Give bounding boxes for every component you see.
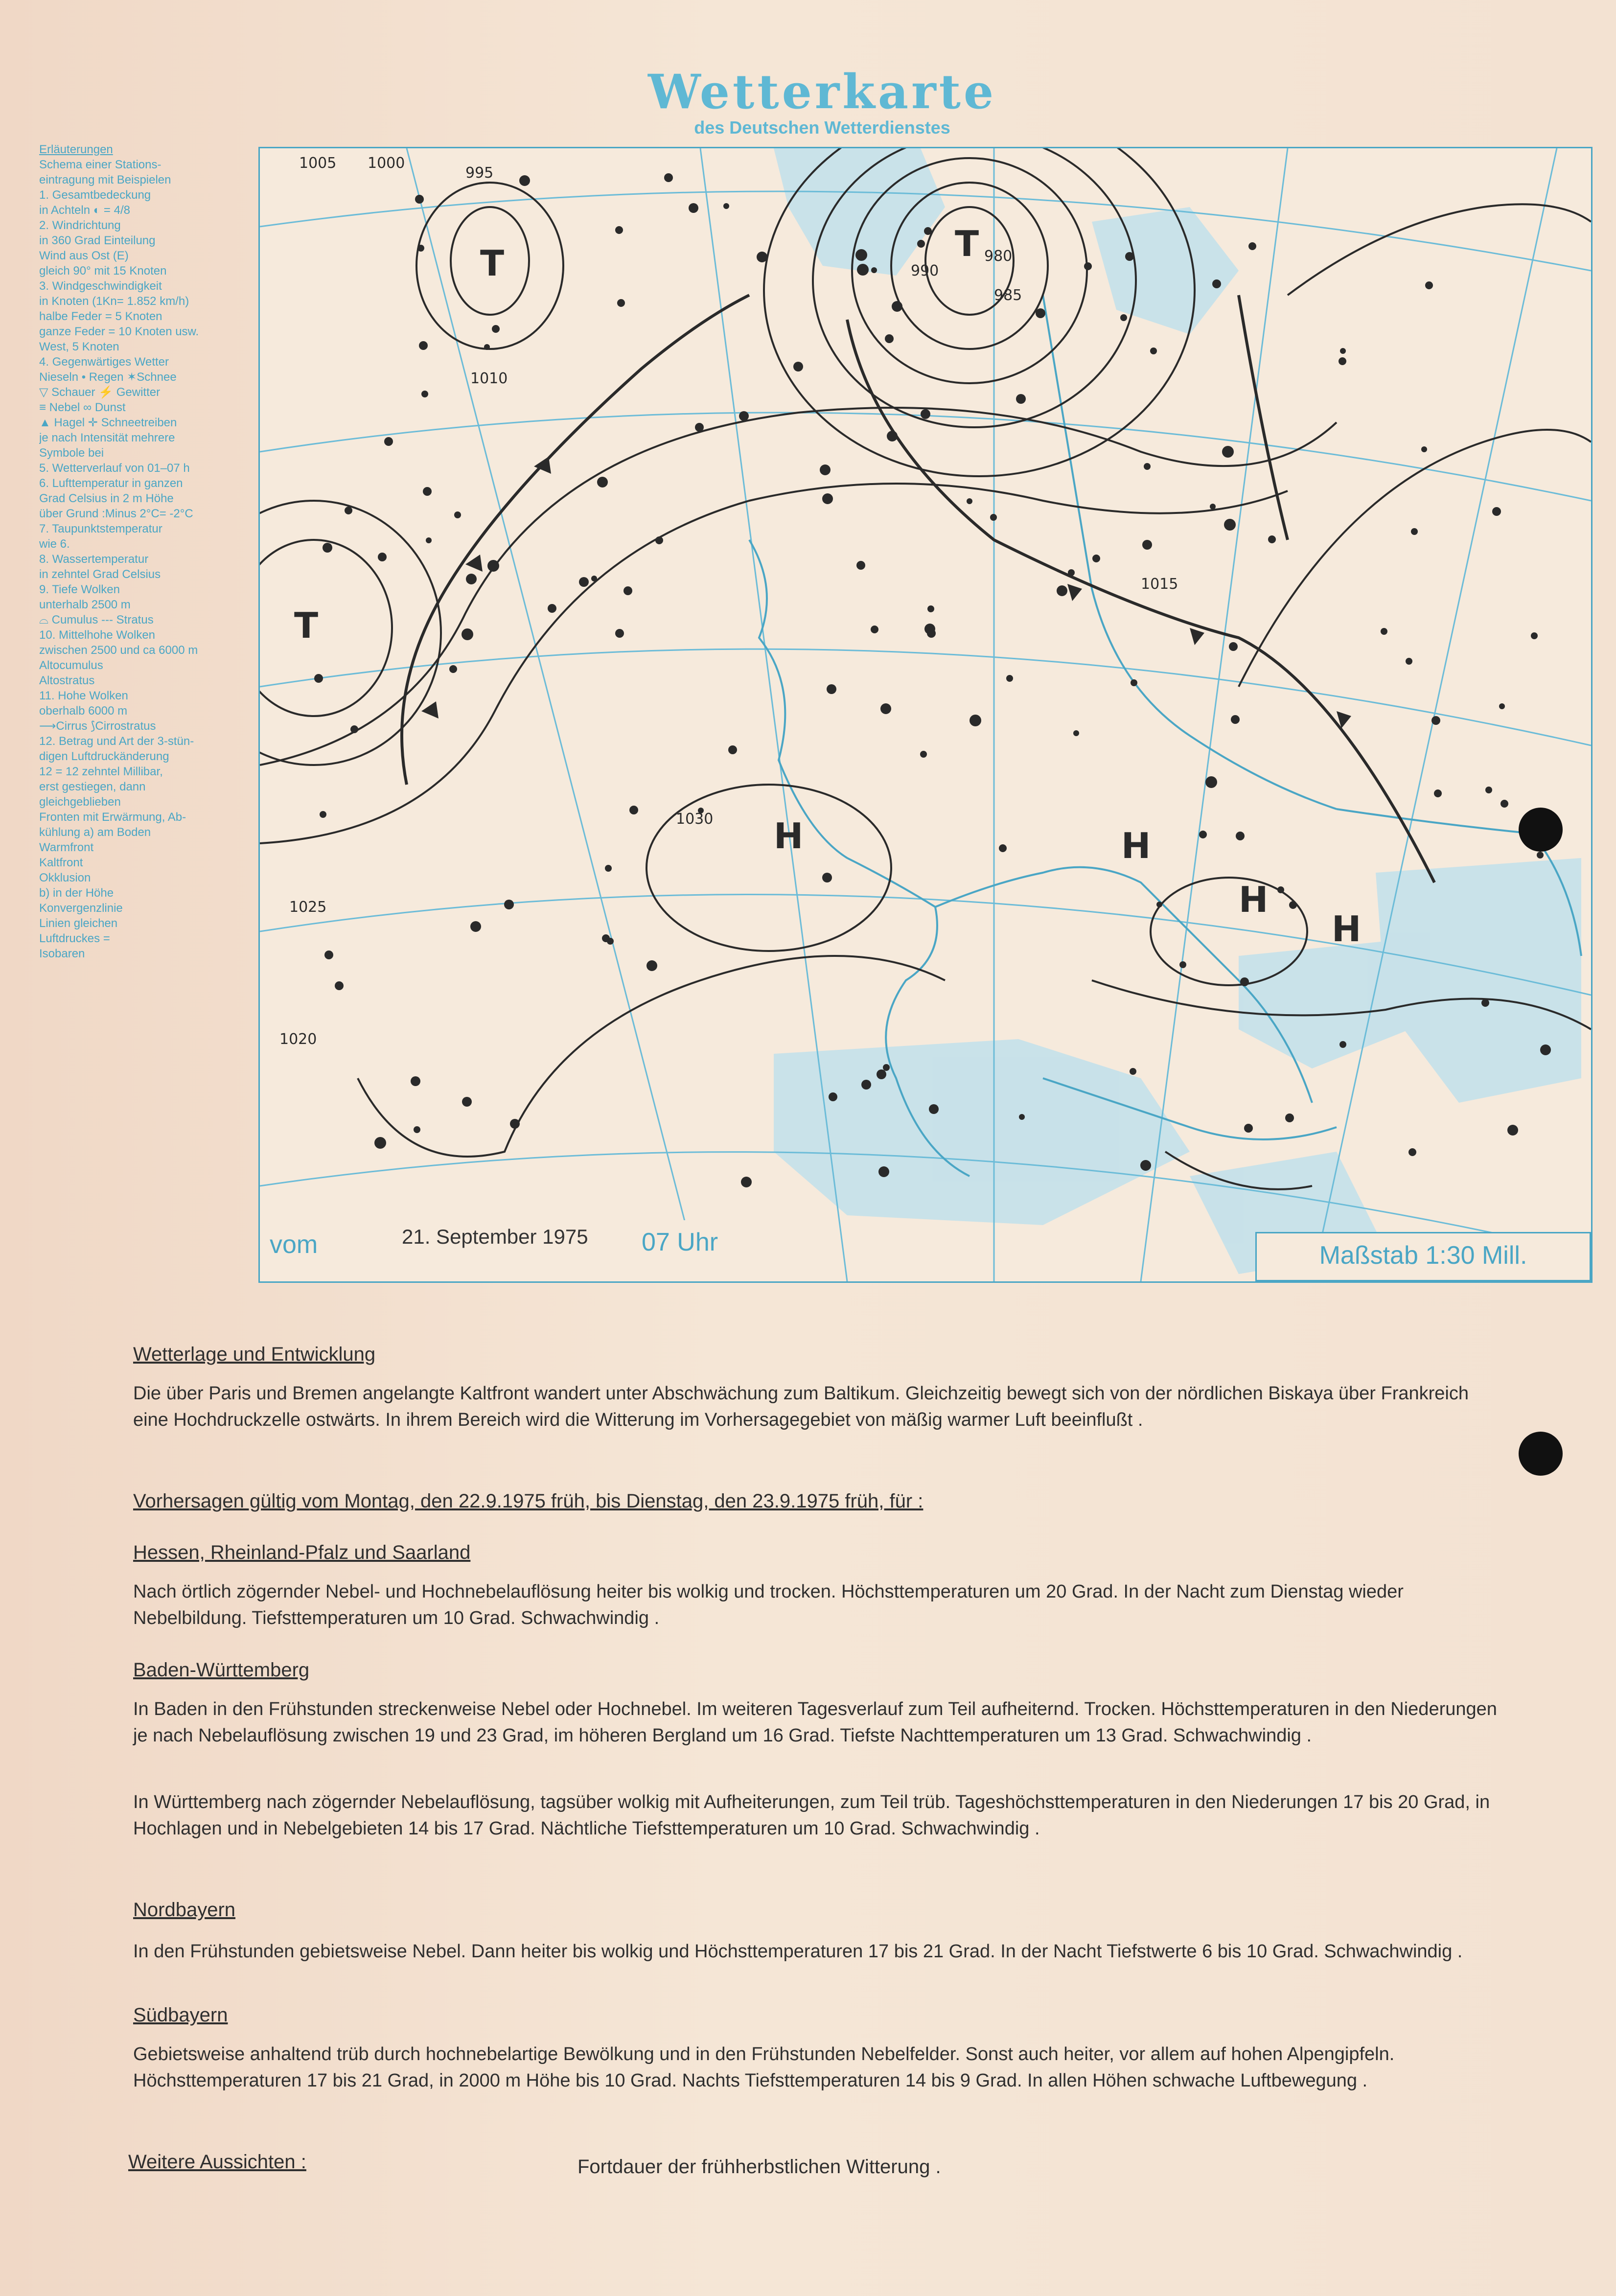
station-marker (1179, 961, 1186, 968)
station-marker (1507, 1125, 1518, 1136)
station-marker (857, 264, 869, 276)
station-marker (1411, 528, 1418, 535)
station-marker (384, 437, 393, 446)
section-weather-situation-text: Die über Paris und Bremen angelangte Kaltfront wandert unter Abschwächung zum Baltikum. Gleichzeitig bewegt sich von der nördlichen Biskaya über Frankreich eine Hochdruckzelle ostwärts. In ihrem Bereich wird die Witterung im Vorhersagegebiet von mäßig warmer Luft beeinflußt . (133, 1383, 1469, 1430)
region-baden-text: In Baden in den Frühstunden streckenweise Nebel oder Hochnebel. Im weiteren Tagesverlauf zum Teil aufheiternd. Trocken. Höchsttemperaturen in den Niederungen je nach Nebelauflösung zwischen 19 und 23 Grad, im höheren Bergland um 16 Grad. Tiefste Nachttemperaturen um 13 Grad. Schwachwindig . (133, 1699, 1497, 1746)
station-marker (504, 900, 514, 909)
station-marker (1340, 348, 1346, 354)
legend-line: je nach Intensität mehrere (39, 431, 175, 444)
region-baden-wuerttemberg-heading: Baden-Württemberg (133, 1659, 310, 1681)
station-marker (1199, 831, 1207, 838)
legend-line: Grad Celsius in 2 m Höhe (39, 492, 174, 505)
station-marker (655, 536, 663, 544)
station-marker (929, 1104, 939, 1114)
station-marker (871, 626, 878, 633)
station-marker (487, 560, 499, 572)
station-marker (822, 493, 833, 504)
station-marker (1289, 901, 1297, 909)
station-marker (877, 1069, 886, 1079)
station-marker (462, 1097, 472, 1107)
station-marker (728, 745, 737, 754)
station-marker (1501, 800, 1508, 808)
station-marker (1068, 569, 1075, 576)
legend-line: in zehntel Grad Celsius (39, 568, 161, 581)
legend-line: gleichgeblieben (39, 795, 121, 809)
map-title: Wetterkarte (647, 64, 997, 119)
station-marker (623, 586, 632, 595)
legend-line: 12 = 12 zehntel Millibar, (39, 765, 163, 778)
legend-line: Altocumulus (39, 659, 103, 672)
station-marker (999, 844, 1007, 852)
station-marker (1421, 446, 1427, 452)
legend-line: Warmfront (39, 841, 94, 854)
station-marker (519, 175, 530, 186)
station-marker (967, 498, 972, 504)
station-marker (1156, 902, 1162, 907)
outlook-text: Fortdauer der frühherbstlichen Witterung . (577, 2156, 941, 2178)
station-marker (883, 1064, 890, 1071)
station-marker (1540, 1044, 1551, 1055)
region-nordbayern-heading: Nordbayern (133, 1899, 236, 1921)
station-marker (1212, 279, 1221, 288)
legend-line: Wind aus Ost (E) (39, 249, 129, 262)
station-marker (324, 951, 333, 959)
legend-line: 4. Gegenwärtiges Wetter (39, 355, 169, 369)
legend-panel (39, 142, 254, 961)
legend-line: ⟶Cirrus ⟆Cirrostratus (39, 719, 156, 733)
front-symbols (421, 457, 1351, 728)
station-marker (548, 604, 556, 613)
station-marker (1339, 1041, 1346, 1048)
station-marker (419, 341, 428, 350)
station-marker (1268, 535, 1276, 543)
legend-line: 8. Wassertemperatur (39, 553, 149, 566)
low-pressure-center: T (955, 223, 979, 264)
legend-line: Fronten mit Erwärmung, Ab- (39, 811, 186, 824)
station-marker (927, 629, 936, 638)
station-marker (411, 1076, 420, 1086)
station-marker (1006, 675, 1013, 682)
legend-line: kühlung a) am Boden (39, 826, 151, 839)
station-marker (1339, 357, 1346, 365)
station-marker (414, 1126, 420, 1133)
legend-line: Okklusion (39, 871, 91, 884)
isobar-label: 1010 (470, 370, 508, 387)
map-scale: Maßstab 1:30 Mill. (1255, 1232, 1591, 1281)
station-marker (1408, 1148, 1416, 1156)
legend-line: Isobaren (39, 947, 85, 960)
isobar-label: 1015 (1141, 576, 1178, 593)
station-marker (492, 325, 500, 333)
legend-line: ▲ Hagel ✛ Schneetreiben (39, 416, 177, 429)
station-marker (695, 423, 704, 432)
station-marker (1277, 886, 1284, 893)
legend-line: 3. Windgeschwindigkeit (39, 279, 162, 293)
station-marker (887, 431, 898, 441)
station-marker (646, 960, 657, 971)
station-marker (820, 464, 831, 475)
legend-line: 12. Betrag und Art der 3-stün- (39, 735, 194, 748)
high-pressure-center: H (774, 815, 804, 857)
legend-line: 10. Mittelhohe Wolken (39, 628, 156, 642)
station-marker (314, 674, 323, 683)
station-marker (597, 477, 608, 487)
station-marker (664, 173, 673, 182)
station-marker (892, 301, 902, 312)
station-marker (1125, 252, 1134, 261)
isobar-label: 1020 (279, 1031, 317, 1048)
legend-line: über Grund :Minus 2°C= -2°C (39, 507, 193, 520)
station-marker (723, 203, 729, 209)
station-marker (1142, 540, 1152, 550)
station-marker (415, 195, 424, 204)
isobar-label: 985 (994, 287, 1022, 304)
legend-line: in Achteln ◐ = 4/8 (39, 204, 130, 217)
legend-line: in 360 Grad Einteilung (39, 234, 156, 247)
station-marker (1120, 314, 1127, 321)
region-nordbayern-text: In den Frühstunden gebietsweise Nebel. Dann heiter bis wolkig und Höchsttemperaturen 17 bis 21 Grad. In der Nacht Tiefstwerte 6 bis 10 Grad. Schwachwindig . (133, 1941, 1463, 1962)
legend-line: 11. Hohe Wolken (39, 689, 128, 702)
station-marker (421, 391, 428, 397)
station-marker (921, 409, 930, 419)
low-pressure-center: T (294, 605, 319, 646)
legend-line: wie 6. (39, 537, 70, 551)
legend-line: zwischen 2500 und ca 6000 m (39, 644, 198, 657)
legend-line: erst gestiegen, dann (39, 780, 146, 793)
isobar-label: 980 (984, 248, 1013, 265)
station-marker (454, 511, 461, 518)
legend-line: 5. Wetterverlauf von 01–07 h (39, 462, 190, 475)
legend-line: Linien gleichen (39, 917, 118, 930)
station-marker (1229, 642, 1238, 651)
station-marker (741, 1177, 752, 1187)
section-weather-situation-heading: Wetterlage und Entwicklung (133, 1344, 376, 1365)
station-marker (1431, 716, 1440, 725)
legend-line: Nieseln • Regen ✶Schnee (39, 371, 177, 384)
punch-hole-bottom (1519, 1432, 1563, 1476)
station-marker (1492, 507, 1501, 516)
high-pressure-center: H (1121, 825, 1151, 866)
isobar-label: 1030 (676, 811, 714, 828)
legend-line: Konvergenzlinie (39, 902, 123, 915)
station-marker (1205, 776, 1217, 788)
station-marker (417, 245, 424, 252)
legend-line: 6. Lufttemperatur in ganzen (39, 477, 183, 490)
legend-line: unterhalb 2500 m (39, 598, 131, 611)
station-marker (861, 1080, 871, 1090)
legend-line: West, 5 Knoten (39, 340, 119, 353)
station-marker (1285, 1113, 1294, 1122)
region-wuerttemberg-text: In Württemberg nach zögernder Nebelauflösung, tagsüber wolkig mit Aufheiterungen, zum Teil trüb. Tageshöchsttemperaturen in den Niederungen 17 bis 20 Grad, in Hochlagen und in Nebelgebieten 14 bis 17 Grad. Nächtliche Tiefsttemperaturen um 10 Grad. Schwachwindig . (133, 1792, 1490, 1839)
station-marker (1236, 832, 1245, 840)
station-marker (856, 561, 865, 570)
weather-map (258, 147, 1593, 1283)
station-marker (1036, 308, 1045, 318)
station-marker (1222, 446, 1234, 458)
station-marker (871, 267, 877, 273)
station-marker (927, 605, 934, 612)
station-marker (970, 715, 981, 726)
legend-line: Altostratus (39, 674, 95, 687)
station-marker (378, 553, 387, 561)
station-marker (323, 543, 332, 553)
station-marker (350, 725, 358, 733)
forecast-validity-heading: Vorhersagen gültig vom Montag, den 22.9.1975 früh, bis Dienstag, den 23.9.1975 früh, für : (133, 1490, 923, 1512)
region-hessen-heading: Hessen, Rheinland-Pfalz und Saarland (133, 1542, 471, 1563)
station-marker (1073, 730, 1079, 736)
region-hessen-text: Nach örtlich zögernder Nebel- und Hochnebelauflösung heiter bis wolkig und trocken. Höchsttemperaturen um 20 Grad. In der Nacht zum Dienstag wieder Nebelbildung. Tiefsttemperaturen um 10 Grad. Schwachwindig . (133, 1581, 1404, 1628)
station-marker (1425, 281, 1433, 289)
station-marker (885, 334, 894, 343)
legend-line: Schema einer Stations- (39, 158, 162, 171)
station-marker (689, 203, 698, 213)
station-marker (1084, 262, 1092, 270)
station-marker (1092, 555, 1100, 562)
station-marker (990, 514, 997, 521)
station-marker (1485, 787, 1492, 793)
station-marker (1144, 463, 1151, 470)
station-marker (374, 1137, 386, 1149)
punch-hole-top (1519, 808, 1563, 852)
station-marker (591, 576, 597, 581)
station-marker (855, 249, 867, 261)
station-marker (470, 921, 481, 932)
legend-line: 7. Taupunktstemperatur (39, 522, 162, 535)
legend-line: ⌓ Cumulus --- Stratus (39, 613, 154, 626)
legend-line: ≡ Nebel ∞ Dunst (39, 401, 126, 414)
station-marker (1248, 242, 1256, 250)
station-marker (1481, 999, 1489, 1007)
station-marker (615, 629, 624, 638)
station-marker (449, 665, 457, 673)
station-marker (1531, 632, 1538, 639)
station-marker (1057, 585, 1067, 596)
station-marker (617, 299, 625, 307)
legend-line: in Knoten (1Kn= 1.852 km/h) (39, 295, 189, 308)
sea-shading (774, 148, 1581, 1274)
station-marker (510, 1119, 520, 1129)
station-marker (757, 252, 767, 262)
station-marker (335, 981, 344, 990)
station-marker (1244, 1124, 1253, 1133)
station-marker (602, 934, 610, 942)
station-marker (878, 1166, 889, 1177)
station-marker (880, 703, 891, 714)
station-marker (793, 362, 803, 371)
legend-line: ▽ Schauer ⚡ Gewitter (39, 386, 161, 399)
station-marker (1434, 789, 1442, 797)
legend-line: digen Luftdruckänderung (39, 750, 169, 763)
station-marker (1140, 1160, 1151, 1171)
isobar-label: 990 (911, 262, 939, 279)
station-marker (320, 811, 326, 818)
station-marker (1231, 715, 1240, 724)
station-marker (924, 227, 932, 235)
station-marker (629, 806, 638, 814)
legend-line: ganze Feder = 10 Knoten usw. (39, 325, 199, 338)
station-marker (605, 865, 612, 872)
station-marker (466, 574, 477, 584)
map-subtitle: des Deutschen Wetterdienstes (694, 117, 950, 138)
station-marker (920, 751, 927, 758)
legend-line: 1. Gesamtbedeckung (39, 188, 151, 202)
station-marker (917, 240, 925, 248)
station-marker (1130, 1068, 1136, 1075)
legend-line: Erläuterungen (39, 143, 113, 156)
legend-line: Luftdruckes = (39, 932, 110, 945)
isobar-label: 1025 (289, 899, 327, 916)
station-marker (579, 577, 589, 587)
station-marker (345, 507, 352, 514)
legend-line: halbe Feder = 5 Knoten (39, 310, 162, 323)
legend-line: gleich 90° mit 15 Knoten (39, 264, 167, 278)
station-marker (484, 344, 490, 350)
station-marker (423, 487, 432, 496)
legend-line: oberhalb 6000 m (39, 704, 128, 718)
fronts (402, 295, 1434, 882)
station-marker (827, 684, 836, 694)
legend-line: b) in der Höhe (39, 886, 114, 900)
station-marker (1406, 658, 1412, 665)
station-marker (1210, 504, 1216, 510)
station-marker (462, 628, 473, 640)
station-marker (739, 411, 749, 421)
station-marker (822, 873, 832, 882)
map-date: 21. September 1975 (402, 1225, 588, 1248)
map-time: 07 Uhr (642, 1228, 718, 1256)
station-marker (829, 1092, 837, 1101)
station-marker (1224, 519, 1236, 531)
high-pressure-center: H (1239, 879, 1269, 920)
region-suedbayern-heading: Südbayern (133, 2004, 228, 2026)
date-prefix: vom (270, 1230, 318, 1259)
station-marker (1381, 628, 1387, 635)
station-marker (1131, 679, 1137, 686)
high-pressure-center: H (1332, 908, 1362, 950)
legend-line: 2. Windrichtung (39, 219, 121, 232)
map-canvas (260, 148, 1591, 1281)
station-marker (1019, 1114, 1025, 1120)
station-marker (1150, 348, 1157, 354)
outlook-heading: Weitere Aussichten : (128, 2151, 306, 2173)
low-pressure-center: T (480, 243, 505, 284)
station-marker (615, 226, 623, 234)
station-marker (1499, 703, 1505, 709)
isobar-label: 1005 (299, 155, 337, 172)
legend-line: 9. Tiefe Wolken (39, 583, 120, 596)
station-marker (1016, 394, 1026, 404)
legend-line: Symbole bei (39, 446, 104, 460)
isobar-label: 995 (465, 164, 494, 182)
isobar-labels (279, 155, 1178, 1048)
station-marker (426, 537, 432, 543)
station-marker (1537, 852, 1544, 858)
legend-line: Kaltfront (39, 856, 83, 869)
legend-line: eintragung mit Beispielen (39, 173, 171, 186)
isobar-label: 1000 (368, 155, 405, 172)
station-marker (1240, 977, 1249, 986)
region-suedbayern-text: Gebietsweise anhaltend trüb durch hochnebelartige Bewölkung und in den Frühstunden Nebelfelder. Sonst auch heiter, vor allem auf hohen Alpengipfeln. Höchsttemperaturen 17 bis 21 Grad, in 2000 m Höhe bis 10 Grad. Nachts Tiefsttemperaturen 14 bis 9 Grad. In allen Höhen schwache Luftbewegung . (133, 2044, 1395, 2091)
